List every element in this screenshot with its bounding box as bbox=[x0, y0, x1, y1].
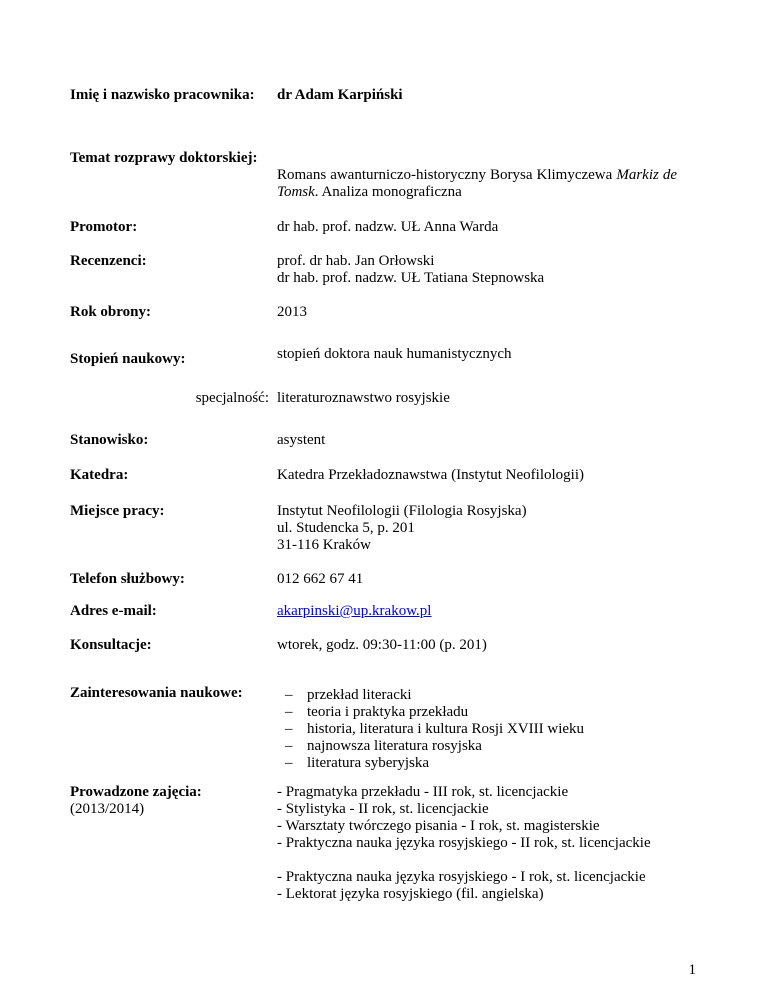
dash-bullet-icon: – bbox=[285, 755, 293, 771]
thesis-topic-text-start: Romans awanturniczo-historyczny Borysa Klimyczewa bbox=[277, 167, 617, 183]
course-item: - Praktyczna nauka języka rosyjskiego - I rok, st. licencjackie bbox=[277, 869, 646, 885]
course-item: - Warsztaty twórczego pisania - I rok, st. magisterskie bbox=[277, 818, 600, 834]
interests-label: Zainteresowania naukowe: bbox=[70, 685, 243, 701]
interest-text: historia, literatura i kultura Rosji XVIII wieku bbox=[307, 721, 585, 737]
employee-name-value: dr Adam Karpiński bbox=[277, 87, 403, 103]
dash-bullet-icon: – bbox=[285, 704, 293, 720]
reviewers-label: Recenzenci: bbox=[70, 253, 147, 269]
specialty-label: specjalność: bbox=[195, 390, 269, 406]
interest-item bbox=[285, 738, 584, 755]
email-label: Adres e-mail: bbox=[70, 603, 157, 619]
defense-year-value: 2013 bbox=[277, 304, 307, 320]
position-value: asystent bbox=[277, 432, 326, 448]
workplace-label: Miejsce pracy: bbox=[70, 503, 165, 519]
workplace-line-3: 31-116 Kraków bbox=[277, 537, 372, 553]
course-item: - Pragmatyka przekładu - III rok, st. licencjackie bbox=[277, 784, 569, 800]
reviewer-2: dr hab. prof. nadzw. UŁ Tatiana Stepnowska bbox=[277, 270, 545, 286]
courses-period: (2013/2014) bbox=[70, 801, 145, 817]
interest-text: teoria i praktyka przekładu bbox=[307, 704, 469, 720]
interests-list bbox=[285, 687, 584, 772]
consultations-value: wtorek, godz. 09:30-11:00 (p. 201) bbox=[277, 637, 487, 653]
thesis-topic-value bbox=[277, 167, 677, 201]
department-label: Katedra: bbox=[70, 467, 129, 483]
promotor-value: dr hab. prof. nadzw. UŁ Anna Warda bbox=[277, 219, 499, 235]
thesis-topic-label: Temat rozprawy doktorskiej: bbox=[70, 150, 258, 166]
phone-label: Telefon służbowy: bbox=[70, 571, 185, 587]
page-number: 1 bbox=[688, 962, 696, 978]
interest-item bbox=[285, 704, 584, 721]
employee-name-label: Imię i nazwisko pracownika: bbox=[70, 87, 255, 103]
phone-value: 012 662 67 41 bbox=[277, 571, 364, 587]
department-value: Katedra Przekładoznawstwa (Instytut Neofilologii) bbox=[277, 467, 584, 483]
dash-bullet-icon: – bbox=[285, 687, 293, 703]
thesis-topic-text-end: . Analiza monograficzna bbox=[314, 184, 462, 200]
email-link[interactable]: akarpinski@up.krakow.pl bbox=[277, 603, 432, 619]
reviewer-1: prof. dr hab. Jan Orłowski bbox=[277, 253, 435, 269]
interest-item bbox=[285, 687, 584, 704]
course-item: - Lektorat języka rosyjskiego (fil. angielska) bbox=[277, 886, 544, 902]
dash-bullet-icon: – bbox=[285, 721, 293, 737]
course-item: - Stylistyka - II rok, st. licencjackie bbox=[277, 801, 489, 817]
defense-year-label: Rok obrony: bbox=[70, 304, 151, 320]
workplace-line-2: ul. Studencka 5, p. 201 bbox=[277, 520, 415, 536]
dash-bullet-icon: – bbox=[285, 738, 293, 754]
interest-text: najnowsza literatura rosyjska bbox=[307, 738, 482, 754]
position-label: Stanowisko: bbox=[70, 432, 149, 448]
course-item: - Praktyczna nauka języka rosyjskiego - II rok, st. licencjackie bbox=[277, 835, 651, 851]
interest-text: literatura syberyjska bbox=[307, 755, 430, 771]
email-row bbox=[277, 603, 677, 620]
courses-list-b bbox=[277, 869, 697, 903]
specialty-value: literaturoznawstwo rosyjskie bbox=[277, 390, 450, 406]
degree-value: stopień doktora nauk humanistycznych bbox=[277, 346, 512, 362]
thesis-topic-title-italic: Markiz de Tomsk bbox=[277, 167, 678, 200]
workplace-line-1: Instytut Neofilologii (Filologia Rosyjska) bbox=[277, 503, 527, 519]
degree-label: Stopień naukowy: bbox=[70, 351, 186, 367]
interest-item bbox=[285, 755, 584, 772]
promotor-label: Promotor: bbox=[70, 219, 138, 235]
courses-label: Prowadzone zajęcia: bbox=[70, 784, 202, 800]
interest-item bbox=[285, 721, 584, 738]
workplace-value bbox=[277, 503, 677, 554]
courses-list-a bbox=[277, 784, 697, 852]
interest-text: przekład literacki bbox=[307, 687, 412, 703]
consultations-label: Konsultacje: bbox=[70, 637, 152, 653]
reviewers-value bbox=[277, 253, 677, 287]
